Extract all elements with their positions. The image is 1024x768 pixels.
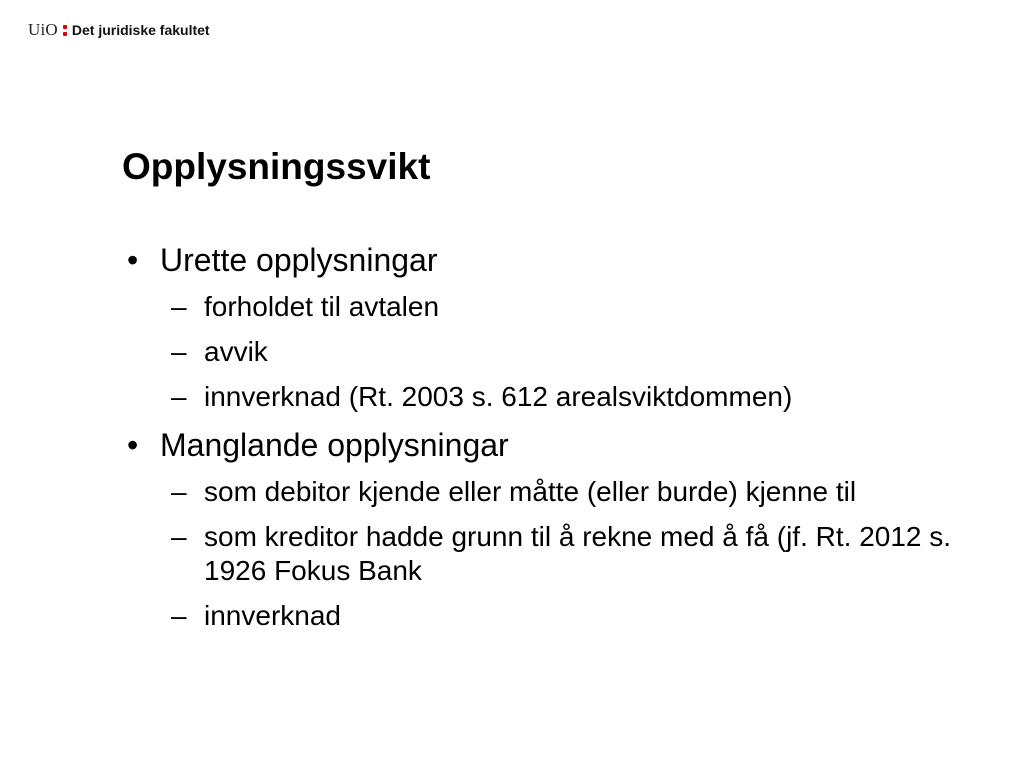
uio-logo-dots-icon (63, 25, 67, 36)
sub-bullet-text: innverknad (Rt. 2003 s. 612 arealsviktdommen) (204, 381, 793, 412)
sub-bullet-text: forholdet til avtalen (204, 291, 440, 322)
dash-icon: – (171, 291, 187, 322)
bullet-item (122, 240, 962, 280)
dash-icon: – (171, 381, 187, 412)
sub-bullet-item (122, 599, 962, 633)
sub-bullet-item (122, 520, 962, 588)
dash-icon: – (171, 600, 187, 631)
dash-icon: – (171, 521, 187, 552)
bullet-text: Urette opplysningar (160, 242, 438, 278)
dash-icon: – (171, 336, 187, 367)
sub-bullet-text: som kreditor hadde grunn til å rekne med å få (jf. Rt. 2012 s. 1926 Fokus Bank (204, 521, 952, 586)
bullet-item (122, 425, 962, 465)
sub-bullet-item (122, 335, 962, 369)
bullet-icon: • (127, 242, 139, 278)
faculty-name: Det juridiske fakultet (71, 22, 210, 38)
slide-title: Opplysningssvikt (122, 146, 431, 187)
sub-bullet-text: som debitor kjende eller måtte (eller burde) kjenne til (204, 476, 857, 507)
dash-icon: – (171, 476, 187, 507)
sub-bullet-item (122, 290, 962, 324)
sub-bullet-item (122, 380, 962, 414)
slide-content (122, 240, 962, 644)
sub-bullet-item (122, 475, 962, 509)
bullet-icon: • (127, 427, 139, 463)
slide-header (28, 19, 210, 41)
uio-logo: UiO (28, 20, 58, 39)
sub-bullet-text: avvik (204, 336, 268, 367)
sub-bullet-text: innverknad (204, 600, 341, 631)
bullet-text: Manglande opplysningar (160, 427, 509, 463)
